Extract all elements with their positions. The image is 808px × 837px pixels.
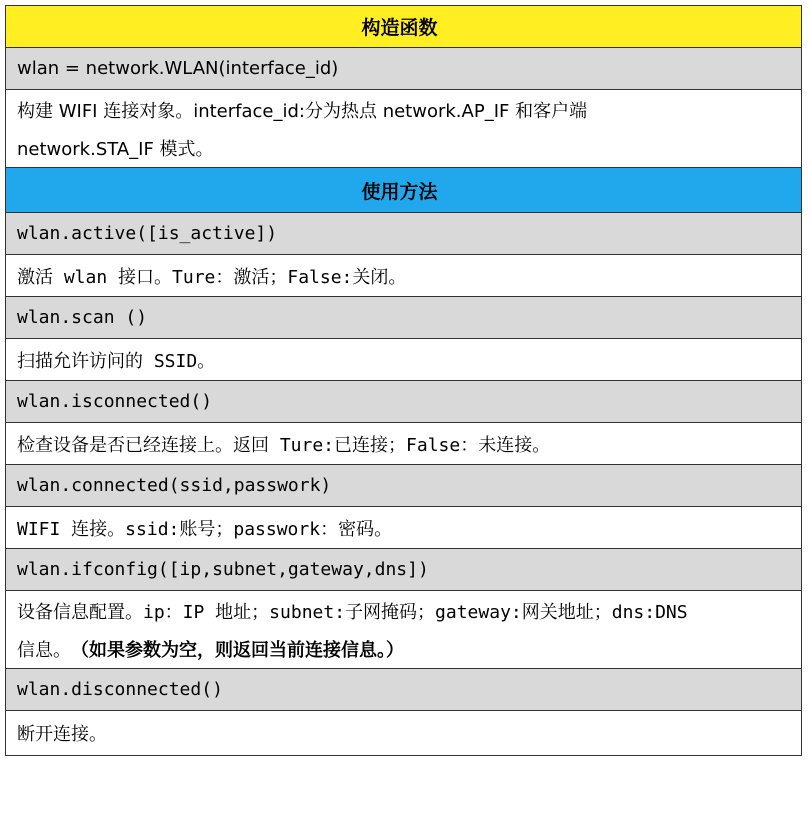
method-signature-row: [6, 297, 801, 339]
method-desc-line-2: [17, 630, 404, 668]
method-signature: wlan.isconnected(): [17, 391, 213, 412]
method-signature-row: [6, 669, 801, 711]
usage-header: [6, 168, 801, 213]
constructor-description-row: [6, 90, 801, 168]
method-description-row: [6, 339, 801, 381]
method-signature: wlan.disconnected(): [17, 679, 223, 700]
method-signature: wlan.scan (): [17, 307, 148, 328]
method-description-row: [6, 423, 801, 465]
api-table: [5, 5, 802, 756]
method-signature: wlan.ifconfig([ip,subnet,gateway,dns]): [17, 559, 429, 580]
method-description: 激活 wlan 接口。Ture：激活；False:关闭。: [17, 266, 407, 288]
constructor-signature: wlan = network.WLAN(interface_id): [17, 58, 339, 79]
method-desc-line-2-prefix: 信息。: [17, 640, 71, 661]
constructor-desc-line-2: network.STA_IF 模式。: [17, 139, 214, 160]
method-description-row: [6, 255, 801, 297]
constructor-desc-line-1: 构建 WIFI 连接对象。interface_id:分为热点 network.AP_IF 和客户端: [17, 101, 588, 122]
method-signature-row: [6, 549, 801, 591]
method-description: 检查设备是否已经连接上。返回 Ture:已连接；False：未连接。: [17, 434, 551, 456]
method-signature-row: [6, 381, 801, 423]
method-desc-note: （如果参数为空，则返回当前连接信息。）: [71, 640, 404, 661]
constructor-header-text: 构造函数: [361, 17, 438, 39]
constructor-signature-row: [6, 48, 801, 90]
method-desc-line-1: 设备信息配置。ip：IP 地址；subnet:子网掩码；gateway:网关地址；dns:DNS: [17, 602, 688, 623]
method-description-row: [6, 591, 801, 669]
method-description-row: [6, 711, 801, 756]
method-description: WIFI 连接。ssid:账号；passwork：密码。: [17, 518, 393, 540]
method-signature: wlan.active([is_active]): [17, 223, 278, 244]
method-description: 扫描允许访问的 SSID。: [17, 350, 216, 372]
method-signature: wlan.connected(ssid,passwork): [17, 475, 332, 496]
method-signature-row: [6, 465, 801, 507]
method-signature-row: [6, 213, 801, 255]
constructor-header: [6, 6, 801, 48]
method-description-row: [6, 507, 801, 549]
method-description: 断开连接。: [17, 724, 107, 745]
usage-header-text: 使用方法: [361, 180, 438, 203]
